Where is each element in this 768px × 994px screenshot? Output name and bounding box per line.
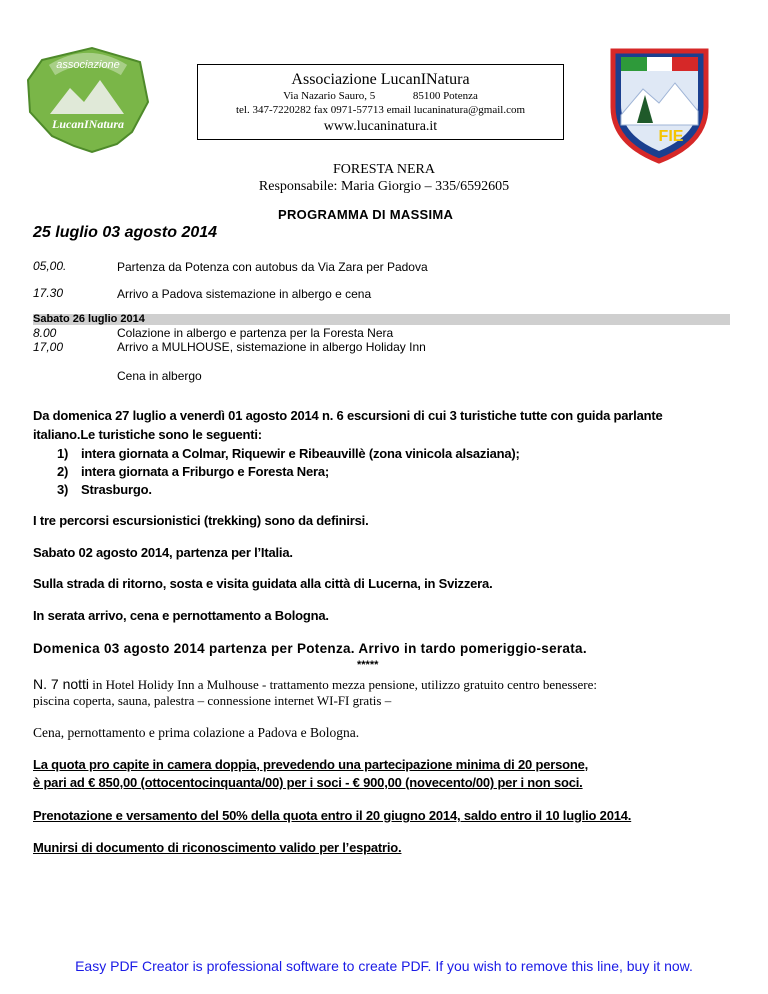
association-header-box <box>197 64 564 140</box>
excursion-num-1: 1) <box>57 446 69 461</box>
fie-text: FIE <box>658 128 684 145</box>
final-day: Domenica 03 agosto 2014 partenza per Potenza. Arrivo in tardo pomeriggio-serata. <box>33 641 587 656</box>
excursion-item-3: Strasburgo. <box>81 482 152 497</box>
association-address-line <box>198 89 563 103</box>
schedule-time-1: 05,00. <box>33 259 67 273</box>
booking-note: Prenotazione e versamento del 50% della quota entro il 20 giugno 2014, saldo entro il 10 luglio 2014. <box>33 808 632 823</box>
association-city: 85100 Potenza <box>412 90 478 102</box>
association-name: Associazione LucanINatura <box>291 71 470 88</box>
excursion-item-1: intera giornata a Colmar, Riquewir e Ribeauvillè (zona vinicola alsaziana); <box>81 446 520 461</box>
schedule-text-2: Arrivo a Padova sistemazione in albergo e cena <box>117 287 372 301</box>
association-website[interactable]: www.lucaninatura.it <box>323 119 438 134</box>
price-line-1: La quota pro capite in camera doppia, prevedendo una partecipazione minima di 20 persone, <box>33 757 589 772</box>
fie-badge-logo <box>603 45 716 165</box>
logo-arc-text: associazione <box>56 59 120 71</box>
separator-stars: ***** <box>357 659 379 671</box>
excursions-intro-1: Da domenica 27 luglio a venerdì 01 agosto 2014 n. 6 escursioni di cui 3 turistiche tutte con guida parlante <box>33 408 663 423</box>
excursion-num-3: 3) <box>57 482 69 497</box>
bologna-night: In serata arrivo, cena e pernottamento a Bologna. <box>33 608 329 623</box>
hotel-nights: N. 7 notti <box>33 676 90 692</box>
excursion-num-2: 2) <box>57 464 69 479</box>
logo-word: LucanINatura <box>51 117 125 131</box>
trip-title: FORESTA NERA <box>333 162 435 177</box>
trip-dates: 25 luglio 03 agosto 2014 <box>33 224 218 241</box>
excursions-intro-2: italiano.Le turistiche sono le seguenti: <box>33 427 262 442</box>
padova-bologna-note: Cena, pernottamento e prima colazione a Padova e Bologna. <box>33 725 360 740</box>
day2-time-2: 17,00 <box>33 340 64 354</box>
day2-dinner: Cena in albergo <box>117 369 202 383</box>
trekking-note: I tre percorsi escursionistici (trekking) sono da definirsi. <box>33 513 369 528</box>
price-line-2: è pari ad € 850,00 (ottocentocinquanta/00) per i soci - € 900,00 (novecento/00) per i non soci. <box>33 775 583 790</box>
program-heading: PROGRAMMA DI MASSIMA <box>278 207 454 222</box>
pdf-creator-footer[interactable]: Easy PDF Creator is professional software to create PDF. If you wish to remove this line, buy it now. <box>75 958 693 974</box>
documents-note: Munirsi di documento di riconoscimento valido per l’espatrio. <box>33 840 402 855</box>
hotel-line-2: piscina coperta, sauna, palestra – connessione internet WI-FI gratis – <box>33 693 392 708</box>
schedule-text-1: Partenza da Potenza con autobus da Via Zara per Padova <box>117 260 428 274</box>
hotel-details: in Hotel Holidy Inn a Mulhouse - trattamento mezza pensione, utilizzo gratuito centro benessere: <box>89 677 597 692</box>
association-contacts: tel. 347-7220282 fax 0971-57713 email lucaninatura@gmail.com <box>235 104 526 116</box>
return-day: Sabato 02 agosto 2014, partenza per l’Italia. <box>33 545 293 560</box>
day2-text-1: Colazione in albergo e partenza per la Foresta Nera <box>117 326 394 340</box>
hotel-line-1 <box>33 676 597 693</box>
day2-header: Sabato 26 luglio 2014 <box>33 313 145 325</box>
schedule-time-2: 17.30 <box>33 286 64 300</box>
excursion-item-2: intera giornata a Friburgo e Foresta Nera; <box>81 464 330 479</box>
association-address: Via Nazario Sauro, 5 <box>283 90 376 102</box>
lucerna-visit: Sulla strada di ritorno, sosta e visita guidata alla città di Lucerna, in Svizzera. <box>33 576 493 591</box>
day2-text-2: Arrivo a MULHOUSE, sistemazione in albergo Holiday Inn <box>117 340 426 354</box>
day2-time-1: 8.00 <box>33 326 57 340</box>
trip-responsible: Responsabile: Maria Giorgio – 335/6592605 <box>258 179 510 194</box>
lucaninatura-logo <box>22 40 154 162</box>
